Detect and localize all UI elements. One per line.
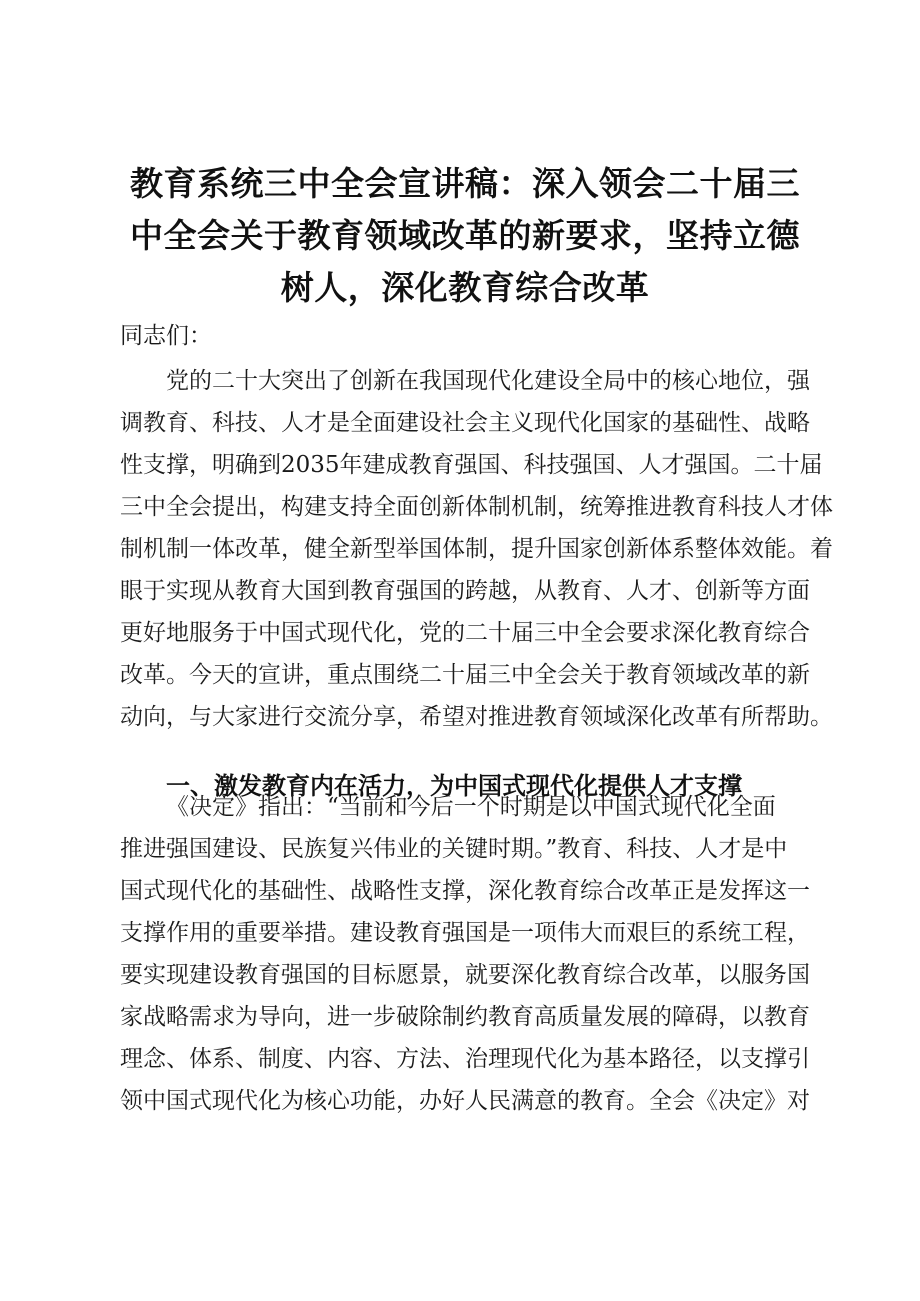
document-title xyxy=(120,158,810,314)
paragraph-line: 《决定》指出：“当前和今后一个时期是以中国式现代化全面 xyxy=(166,794,776,820)
section-heading: 一、激发教育内在活力，为中国式现代化提供人才支撑 xyxy=(166,771,742,800)
salutation: 同志们： xyxy=(120,323,212,349)
paragraph-line: 眼于实现从教育大国到教育强国的跨越，从教育、人才、创新等方面 xyxy=(120,578,810,604)
title-line: 中全会关于教育领域改革的新要求，坚持立德 xyxy=(130,216,800,255)
paragraph-line: 领中国式现代化为核心功能，办好人民满意的教育。全会《决定》对 xyxy=(120,1088,810,1114)
paragraph-line: 理念、体系、制度、内容、方法、治理现代化为基本路径，以支撑引 xyxy=(120,1046,810,1072)
paragraph-line: 动向，与大家进行交流分享，希望对推进教育领域深化改革有所帮助。 xyxy=(120,704,833,730)
section-paragraph xyxy=(120,786,820,1122)
paragraph-line: 调教育、科技、人才是全面建设社会主义现代化国家的基础性、战略 xyxy=(120,410,810,436)
paragraph-line: 国式现代化的基础性、战略性支撑，深化教育综合改革正是发挥这一 xyxy=(120,878,810,904)
paragraph-line: 家战略需求为导向，进一步破除制约教育高质量发展的障碍，以教育 xyxy=(120,1004,810,1030)
paragraph-line: 党的二十大突出了创新在我国现代化建设全局中的核心地位，强 xyxy=(166,368,810,394)
paragraph-line: 三中全会提出，构建支持全面创新体制机制，统筹推进教育科技人才体 xyxy=(120,494,833,520)
paragraph-line: 要实现建设教育强国的目标愿景，就要深化教育综合改革，以服务国 xyxy=(120,962,810,988)
paragraph-line: 推进强国建设、民族复兴伟业的关键时期。”教育、科技、人才是中 xyxy=(120,836,788,862)
title-line: 教育系统三中全会宣讲稿：深入领会二十届三 xyxy=(130,164,800,203)
paragraph-line: 制机制一体改革，健全新型举国体制，提升国家创新体系整体效能。着 xyxy=(120,536,833,562)
paragraph-line: 改革。今天的宣讲，重点围绕二十届三中全会关于教育领域改革的新 xyxy=(120,662,810,688)
paragraph-line: 性支撑，明确到2035年建成教育强国、科技强国、人才强国。二十届 xyxy=(120,452,823,478)
paragraph-line: 支撑作用的重要举措。建设教育强国是一项伟大而艰巨的系统工程， xyxy=(120,920,810,946)
paragraph-line: 更好地服务于中国式现代化，党的二十届三中全会要求深化教育综合 xyxy=(120,620,810,646)
intro-paragraph xyxy=(120,360,833,738)
title-line: 树人，深化教育综合改革 xyxy=(280,268,650,307)
